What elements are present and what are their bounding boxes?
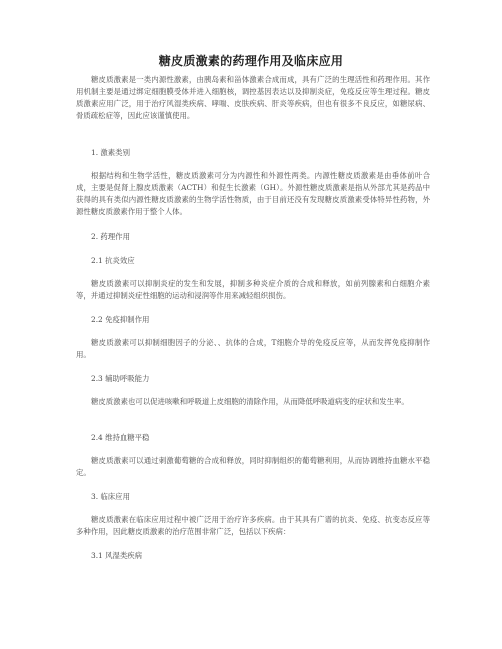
section-2-heading: 2. 药理作用: [91, 232, 130, 241]
section-1-heading: 1. 激素类别: [91, 148, 130, 157]
section-2-4-paragraph: 糖皮质激素可以通过刺激葡萄糖的合成和释放，同时抑制组织的葡萄糖利用，从而协调维持血糖水平稳定。: [76, 456, 430, 477]
intro-paragraph: 糖皮质激素是一类内源性激素，由胰岛素和甾体激素合成而成，具有广泛的生理活性和药理作用。其作用机制主要是通过绑定细胞膜受体并进入细胞核，调控基因表达以及抑制炎症，免疫反应等生理过程。糖皮质激素应用广泛，用于治疗风湿类疾病、哮喘、皮肤疾病、肝炎等疾病，但也有很多不良反应，如糖尿病、骨质疏松症等，因此应该谨慎使用。: [76, 75, 430, 120]
section-2-3-heading: 2.3 辅助呼吸能力: [91, 374, 150, 383]
section-3-heading: 3. 临床应用: [91, 492, 130, 501]
document-title: 糖皮质激素的药理作用及临床应用: [158, 54, 344, 68]
section-2-1-paragraph: 糖皮质激素可以抑制炎症的发生和发展，抑制多种炎症介质的合成和释放，如前列腺素和白细胞介素等，并通过抑制炎症性细胞的运动和浸润等作用来减轻组织损伤。: [76, 279, 430, 300]
section-2-2-paragraph: 糖皮质激素可以抑制细胞因子的分泌、、抗体的合成，T细胞介导的免疫反应等，从而发挥免疫抑制作用。: [76, 338, 430, 359]
section-2-1-heading: 2.1 抗炎效应: [91, 256, 135, 265]
section-3-paragraph: 糖皮质激素在临床应用过程中被广泛用于治疗许多疾病。由于其具有广谱的抗炎、免疫、抗变态反应等多种作用，因此糖皮质激素的治疗范围非常广泛，包括以下疾病：: [76, 515, 430, 536]
section-3-1-heading: 3.1 风湿类疾病: [91, 551, 143, 560]
section-2-3-paragraph: 糖皮质激素也可以促进咳嗽和呼吸道上皮细胞的清除作用，从而降低呼吸道病变的症状和发生率。: [91, 397, 409, 406]
section-1-paragraph: 根据结构和生物学活性，糖皮质激素可分为内源性和外源性两类。内源性糖皮质激素是由垂体前叶合成，主要是促肾上腺皮质激素（ACTH）和促生长激素（GH）。外源性糖皮质激素是指从外部尤其是药品中获得的具有类似内源性糖皮质激素的生物学活性物质，由于目前还没有发现糖皮质激素受体特异性药物，外源性糖皮质激素作用于整个人体。: [76, 171, 430, 216]
section-2-4-heading: 2.4 维持血糖平稳: [91, 433, 150, 442]
section-2-2-heading: 2.2 免疫抑制作用: [91, 315, 150, 324]
